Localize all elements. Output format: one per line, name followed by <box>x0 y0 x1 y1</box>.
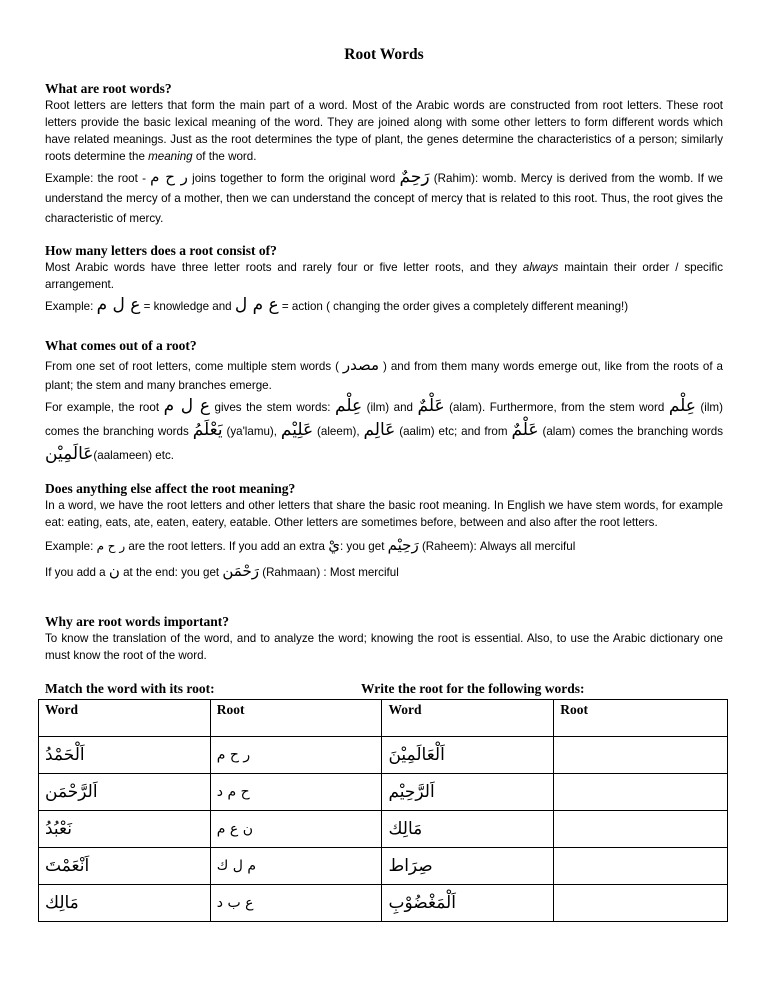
section-root-meaning <box>45 481 723 585</box>
table-row <box>39 774 728 811</box>
word-cell: اَلْمَغْضُوْبِ <box>382 885 554 922</box>
answer-cell[interactable] <box>554 885 728 922</box>
arabic-word: عَلِيْم <box>280 420 314 440</box>
arabic-word: مصدر <box>342 356 380 374</box>
arabic-root: ر ح م <box>96 539 126 553</box>
arabic-word: عَلْمٌ <box>417 396 445 416</box>
section-why-important <box>45 614 723 664</box>
section-paragraph: From one set of root letters, come multiple stem words ( مصدر ) and from them many words emerge out, like from the roots of a plant; the stem and many branches emerge. <box>45 356 723 392</box>
arabic-root: ع م ل <box>234 295 279 315</box>
arabic-word: عِلْم <box>335 396 363 416</box>
word-cell: مَالِك <box>382 811 554 848</box>
table-header-row <box>39 700 728 737</box>
word-cell: اَلْعَالَمِيْنَ <box>382 737 554 774</box>
column-header: Root <box>210 700 382 737</box>
section-heading: What are root words? <box>45 81 172 96</box>
column-header: Word <box>39 700 211 737</box>
section-how-many-letters <box>45 243 723 317</box>
arabic-word: رَحْمَن <box>222 562 259 580</box>
write-root-heading: Write the root for the following words: <box>361 681 585 696</box>
root-cell: ع ب د <box>210 885 382 922</box>
word-cell: مَالِك <box>39 885 211 922</box>
section-heading: Why are root words important? <box>45 614 229 629</box>
root-cell: ح م د <box>210 774 382 811</box>
table-row <box>39 811 728 848</box>
section-what-comes-out <box>45 338 723 467</box>
section-paragraph: To know the translation of the word, and to analyze the word; knowing the root is essential. Also, to use the Arabic dictionary one must know the root of the word. <box>45 632 723 662</box>
word-cell: اَلرَّحْمَن <box>39 774 211 811</box>
section-what-are-root-words <box>45 81 723 229</box>
word-cell: نَعْبُدُ <box>39 811 211 848</box>
example-paragraph: If you add a ن at the end: you get رَحْمَن (Rahmaan) : Most merciful <box>45 562 399 580</box>
word-cell: اَلْحَمْدُ <box>39 737 211 774</box>
word-cell: اَلرَّحِيْم <box>382 774 554 811</box>
arabic-root: ع ل م <box>96 295 141 315</box>
column-header: Root <box>554 700 728 737</box>
table-row <box>39 737 728 774</box>
answer-cell[interactable] <box>554 737 728 774</box>
example-paragraph: For example, the root ع ل م gives the stem words: عِلْم (ilm) and عَلْمٌ (alam). Furthermore, from the stem word عِلْم (ilm) comes the branching words يَعْلَمُ (ya'lamu), عَلِيْم (aleem), عَالِم (aalim) etc; and from عَلْمٌ (alam) comes the branching words عَالَمِيْن(aalameen) etc. <box>45 396 723 464</box>
section-paragraph: Root letters are letters that form the main part of a word. Most of the Arabic words are constructed from root letters. These root letters provide the basic lexical meaning of the word. They are joined along with some other letters to form different words which have related meanings. Just as the root determines the type of plant, the genes determine the characteristics of a person; similarly roots determine the meaning of the word. <box>45 99 723 163</box>
example-paragraph: Example: ع ل م = knowledge and ع م ل = action ( changing the order gives a completely different meaning!) <box>45 295 629 315</box>
answer-cell[interactable] <box>554 811 728 848</box>
match-heading: Match the word with its root: <box>45 681 215 696</box>
example-paragraph: Example: ر ح م are the root letters. If you add an extra يْ: you get رَحِيْم (Raheem): Always all merciful <box>45 536 576 554</box>
word-cell: صِرَاط <box>382 848 554 885</box>
section-heading: What comes out of a root? <box>45 338 197 353</box>
arabic-word: يَعْلَمُ <box>192 420 223 440</box>
section-heading: How many letters does a root consist of? <box>45 243 277 258</box>
table-row <box>39 848 728 885</box>
answer-cell[interactable] <box>554 774 728 811</box>
arabic-word: عَالِم <box>363 420 396 440</box>
arabic-root: ر ح م <box>150 168 188 186</box>
column-header: Word <box>382 700 554 737</box>
table-row <box>39 885 728 922</box>
arabic-letter: ن <box>108 562 120 580</box>
arabic-word: عَلْمٌ <box>511 420 539 440</box>
root-cell: م ل ك <box>210 848 382 885</box>
page-title: Root Words <box>344 46 424 63</box>
arabic-letter: يْ <box>328 536 340 554</box>
arabic-word: عِلْم <box>668 396 696 416</box>
arabic-word: عَالَمِيْن <box>45 444 94 464</box>
arabic-root: ع ل م <box>163 396 210 416</box>
exercise-table <box>38 699 728 922</box>
root-cell: ر ح م <box>210 737 382 774</box>
section-paragraph: In a word, we have the root letters and other letters that share the basic root meaning. In English we have stem words, for example eat: eating, eats, ate, eaten, eatery, eatable. Other letters are sometimes before, between and also after the root letters. <box>45 499 723 529</box>
arabic-word: رَحِمٌ <box>399 167 430 187</box>
word-cell: اَنْعَمْتَ <box>39 848 211 885</box>
section-paragraph: Most Arabic words have three letter roots and rarely four or five letter roots, and they always maintain their order / specific arrangement. <box>45 261 723 291</box>
root-cell: ن ع م <box>210 811 382 848</box>
example-paragraph: Example: the root - ر ح م joins together to form the original word رَحِمٌ (Rahim): womb. Mercy is derived from the womb. If we understand the mercy of a mother, then we can understand the concept of mercy that is related to this root. Thus, the root gives the characteristic of mercy. <box>45 167 723 225</box>
section-heading: Does anything else affect the root meaning? <box>45 481 296 496</box>
answer-cell[interactable] <box>554 848 728 885</box>
arabic-word: رَحِيْم <box>387 536 419 554</box>
